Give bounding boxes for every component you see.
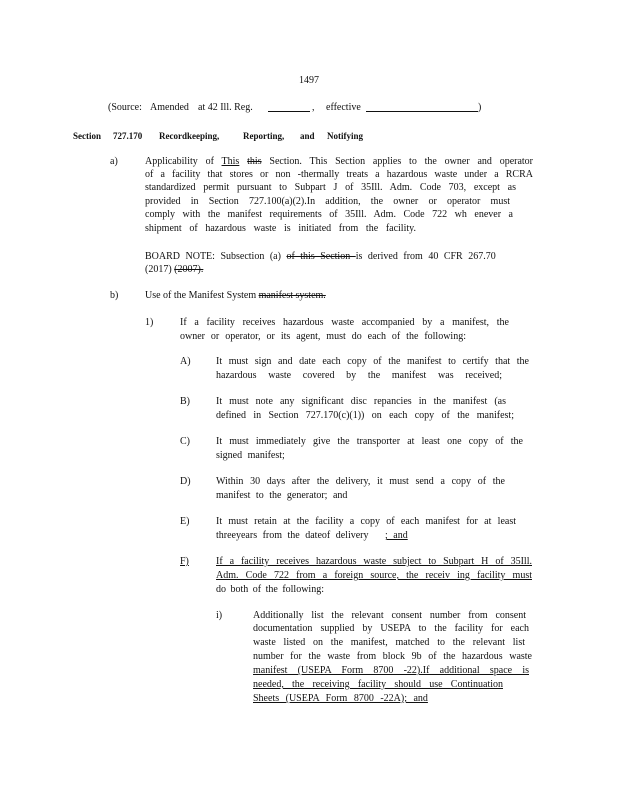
- subsection-a-line: Applicability of This this Section. This Section applies to the owner and operator: [145, 156, 534, 167]
- item-E-marker: E): [180, 516, 190, 527]
- board-note-line: (2017) (2007).: [145, 264, 204, 275]
- item-C-line: signed manifest;: [216, 450, 285, 461]
- deleted-text: (2007).: [174, 264, 204, 275]
- item-i-line: Sheets (USEPA Form 8700 -22A); and: [253, 693, 428, 704]
- item-C-line: It must immediately give the transporter at least one copy of the: [216, 436, 523, 447]
- subsection-a-marker: a): [110, 156, 118, 167]
- item-i-line: documentation supplied by USEPA to the facility for each: [253, 623, 529, 634]
- item-F-line: do both of the following:: [216, 584, 324, 595]
- subsection-a-line: comply with the manifest requirements of 35Ill. Adm. Code 722 wh enever a: [145, 209, 513, 220]
- section-title-word: Reporting,: [243, 131, 285, 141]
- item-E-line: It must retain at the facility a copy of each manifest for at least: [216, 516, 516, 527]
- source-prefix: (Source:: [108, 102, 142, 113]
- source-amended: Amended: [150, 102, 189, 113]
- item-D-line: manifest to the generator; and: [216, 490, 348, 501]
- page-number: 1497: [299, 75, 319, 86]
- item-i-line: Additionally list the relevant consent number from consent: [253, 610, 526, 621]
- source-effective: effective: [326, 102, 361, 113]
- subsection-b-heading: Use of the Manifest System manifest system.: [145, 290, 326, 301]
- section-number: 727.170: [113, 131, 143, 141]
- item-C-marker: C): [180, 436, 190, 447]
- item-F-line: If a facility receives hazardous waste subject to Subpart H of 35Ill.: [216, 556, 532, 567]
- effective-date-blank: [366, 102, 478, 112]
- item-A-line: hazardous waste covered by the manifest was received;: [216, 370, 502, 381]
- item-B-marker: B): [180, 396, 190, 407]
- inserted-text: ; and: [385, 530, 408, 541]
- section-label: Section: [73, 131, 101, 141]
- item-1-line: If a facility receives hazardous waste accompanied by a manifest, the: [180, 317, 509, 328]
- item-i-line: number for the waste from block 9b of the hazardous waste: [253, 651, 532, 662]
- subsection-a-line: of a facility that stores or non -thermally treats a hazardous waste under a RCRA: [145, 169, 533, 180]
- deleted-text: this: [247, 156, 262, 167]
- item-F-marker: F): [180, 556, 189, 567]
- register-blank: [268, 102, 310, 112]
- item-i-line: waste listed on the manifest, matched to the relevant list: [253, 637, 525, 648]
- item-D-marker: D): [180, 476, 191, 487]
- subsection-a-line: shipment of hazardous waste is initiated from the facility.: [145, 223, 416, 234]
- item-i-line: needed, the receiving facility should use Continuation: [253, 679, 503, 690]
- item-i-marker: i): [216, 610, 223, 621]
- item-D-line: Within 30 days after the delivery, it must send a copy of the: [216, 476, 505, 487]
- item-1-line: owner or operator, or its agent, must do each of the following:: [180, 331, 466, 342]
- item-A-line: It must sign and date each copy of the manifest to certify that the: [216, 356, 529, 367]
- section-title-word: Notifying: [327, 131, 363, 141]
- item-i-line: manifest (USEPA Form 8700 -22).If additional space is: [253, 665, 529, 676]
- item-E-line: threeyears from the dateof delivery ; and: [216, 530, 408, 541]
- section-title-word: Recordkeeping,: [159, 131, 220, 141]
- item-B-line: It must note any significant disc repancies in the manifest (as: [216, 396, 506, 407]
- deleted-text: of this Section: [286, 251, 356, 262]
- deleted-text: manifest system.: [258, 290, 326, 301]
- subsection-a-line: provided in Section 727.100(a)(2).In addition, the owner or operator must: [145, 196, 510, 207]
- inserted-text: This: [221, 156, 240, 167]
- board-note-line: BOARD NOTE: Subsection (a) of this Section is derived from 40 CFR 267.70: [145, 251, 496, 262]
- item-F-line: Adm. Code 722 from a foreign source, the receiv ing facility must: [216, 570, 532, 581]
- section-title-word: and: [300, 131, 315, 141]
- source-close: ): [478, 102, 482, 113]
- source-register: at 42 Ill. Reg.: [198, 102, 253, 113]
- item-1-marker: 1): [145, 317, 154, 328]
- item-A-marker: A): [180, 356, 191, 367]
- source-comma: ,: [312, 102, 315, 113]
- subsection-b-marker: b): [110, 290, 119, 301]
- item-B-line: defined in Section 727.170(c)(1)) on each copy of the manifest;: [216, 410, 514, 421]
- subsection-a-line: standardized permit pursuant to Subpart J of 35Ill. Adm. Code 703, except as: [145, 182, 516, 193]
